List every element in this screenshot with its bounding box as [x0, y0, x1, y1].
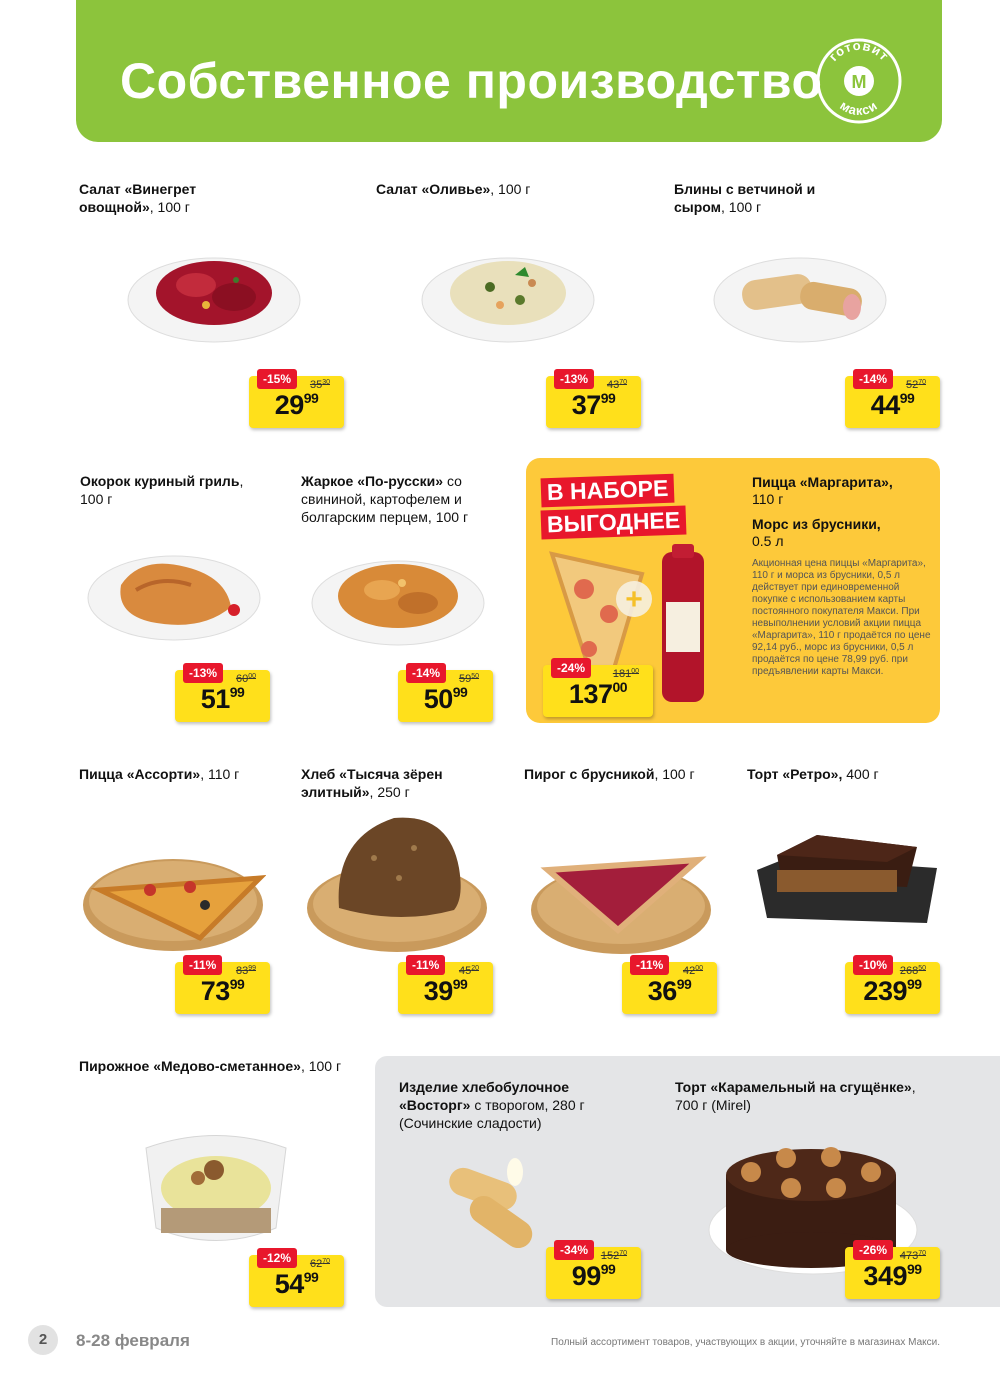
- zharkoe-plate-image: [310, 548, 486, 648]
- old-price: $473^{70}$: [899, 1250, 926, 1262]
- product-name: Торт «Ретро»,: [747, 766, 843, 782]
- product-name: Пирог с брусникой: [524, 766, 655, 782]
- cake-retro-image: [752, 825, 942, 945]
- discount-badge: -24%: [551, 658, 591, 678]
- product-pizza-assorti[interactable]: [79, 765, 259, 783]
- old-price: $59^{50}$: [458, 673, 479, 685]
- discount-badge: -11%: [183, 955, 222, 975]
- product-weight: , 700 г (Mirel): [675, 1079, 916, 1113]
- badge-bottom-text: макси: [837, 97, 881, 119]
- product-name: Окорок куриный гриль: [80, 473, 240, 489]
- product-weight: со свининой, картофелем и болгарским перцем, 100 г: [301, 473, 469, 525]
- new-price: $29^{99}$: [274, 390, 319, 420]
- old-price: $45^{20}$: [458, 965, 479, 977]
- new-price: $37^{99}$: [571, 390, 616, 420]
- product-name: Пицца «Ассорти»: [79, 766, 201, 782]
- discount-badge: -13%: [554, 369, 594, 389]
- discount-badge: -13%: [183, 663, 223, 683]
- product-weight: с творогом, 280 г (Сочинские сладости): [399, 1097, 585, 1131]
- product-weight: 400 г: [842, 766, 879, 782]
- combo-offer-card[interactable]: [526, 458, 940, 723]
- new-price: $99^{99}$: [571, 1261, 616, 1291]
- price-tag: [175, 958, 270, 1014]
- new-price: $137^{00}$: [568, 679, 628, 709]
- product-olivier[interactable]: [376, 180, 576, 198]
- product-weight: , 100 г: [149, 199, 190, 215]
- product-weight: , 110 г: [200, 766, 240, 782]
- new-price: $349^{99}$: [863, 1261, 922, 1291]
- price-tag: [845, 958, 940, 1014]
- product-weight: , 100 г: [80, 473, 244, 507]
- product-name: Блины с ветчиной и сыром: [674, 181, 816, 215]
- price-tag: [398, 958, 493, 1014]
- product-vostorg[interactable]: [399, 1078, 599, 1132]
- product-name: Изделие хлебобулочное «Восторг»: [399, 1079, 570, 1113]
- lingonberry-pie-image: [528, 840, 714, 955]
- product-chicken[interactable]: [80, 472, 260, 508]
- badge-top-text: готовит: [825, 38, 893, 64]
- product-honey-cake[interactable]: [79, 1057, 349, 1075]
- footer-disclaimer: Полный ассортимент товаров, участвующих в акции, уточняйте в магазинах Макси.: [551, 1337, 940, 1348]
- svg-text:готовит: [826, 38, 893, 64]
- new-price: $51^{99}$: [200, 684, 245, 714]
- price-tag: [546, 372, 641, 428]
- price-tag: [398, 666, 493, 722]
- product-pancakes[interactable]: [674, 180, 844, 216]
- olivier-plate-image: [420, 245, 596, 345]
- vinegret-plate-image: [126, 245, 302, 345]
- old-price: $152^{70}$: [600, 1250, 627, 1262]
- product-weight: , 100 г: [300, 1058, 342, 1074]
- product-vinegret[interactable]: [79, 180, 249, 216]
- combo-terms: Акционная цена пиццы «Маргарита», 110 г и морса из брусники, 0,5 л действует при единовременной покупке с использованием карты постоянного покупателя Макси. При невыполнении условий акции пицца «Маргарита», 110 г продаётся по цене 92,14 руб., морс из брусники, 0,5 л продаётся по цене 78,99 руб. при предъявлении карты Макси.: [752, 558, 931, 677]
- discount-badge: -14%: [853, 369, 893, 389]
- promo-dates: 8-28 февраля: [76, 1331, 190, 1350]
- product-zharkoe[interactable]: [301, 472, 501, 526]
- product-weight: , 100 г: [654, 766, 695, 782]
- new-price: $50^{99}$: [423, 684, 468, 714]
- discount-badge: -11%: [630, 955, 669, 975]
- discount-badge: -26%: [853, 1240, 893, 1260]
- combo-price-tag: [543, 661, 653, 717]
- discount-badge: -11%: [406, 955, 445, 975]
- svg-text:макси: [837, 98, 880, 119]
- page-title: Собственное производство: [120, 53, 823, 109]
- discount-badge: -14%: [406, 663, 446, 683]
- discount-badge: -15%: [257, 369, 297, 389]
- header-banner: [76, 0, 942, 142]
- price-tag: [249, 1251, 344, 1307]
- old-price: $181^{00}$: [612, 668, 639, 680]
- price-tag: [845, 1243, 940, 1299]
- maxi-cooks-badge-icon: [816, 38, 902, 124]
- price-tag: [845, 372, 940, 428]
- product-name: Салат «Оливье»: [376, 181, 491, 197]
- old-price: $62^{70}$: [309, 1258, 330, 1270]
- product-caramel-cake[interactable]: [675, 1078, 935, 1114]
- bread-image: [304, 808, 490, 956]
- product-weight: , 250 г: [369, 784, 410, 800]
- new-price: $54^{99}$: [274, 1269, 319, 1299]
- product-name: Хлеб «Тысяча зёрен элитный»: [301, 766, 443, 800]
- plus-icon: +: [625, 583, 643, 616]
- old-price: $60^{00}$: [235, 673, 256, 685]
- pancakes-plate-image: [712, 245, 888, 345]
- old-price: $43^{70}$: [606, 379, 627, 391]
- old-price: $42^{00}$: [682, 965, 703, 977]
- product-bread[interactable]: [301, 765, 491, 801]
- badge-letter: М: [851, 72, 867, 92]
- product-lingonberry-pie[interactable]: [524, 765, 714, 783]
- price-tag: [622, 958, 717, 1014]
- new-price: $239^{99}$: [863, 976, 922, 1006]
- old-price: $52^{70}$: [905, 379, 926, 391]
- price-tag: [249, 372, 344, 428]
- price-tag: [175, 666, 270, 722]
- discount-badge: -10%: [853, 955, 893, 975]
- product-cake-retro[interactable]: [747, 765, 937, 783]
- old-price: $35^{30}$: [309, 379, 330, 391]
- product-name: Салат «Винегрет овощной»: [79, 181, 197, 215]
- combo-description: Пицца «Маргарита», 110 г Морс из брусники, 0.5 л Акционная цена пиццы «Маргарита», 110 г и морса из брусники, 0,5 л действует при единовременной покупке с использованием карты постоянного покупателя Макси. При невыполнении условий акции пицца «Маргарита», 110 г продаётся по цене 92,14 руб., морс из брусники, 0,5 л продаётся по цене 78,99 руб. при предъявлении карты Макси.: [752, 474, 931, 677]
- product-name: Пирожное «Медово-сметанное»: [79, 1058, 301, 1074]
- old-price: $268^{50}$: [899, 965, 926, 977]
- combo-headline: В НАБОРЕ ВЫГОДНЕЕ: [541, 476, 696, 540]
- chicken-plate-image: [86, 540, 262, 645]
- new-price: $73^{99}$: [200, 976, 245, 1006]
- honey-cake-image: [136, 1128, 296, 1253]
- product-name: Жаркое «По-русски»: [301, 473, 444, 489]
- product-name: Торт «Карамельный на сгущёнке»: [675, 1079, 912, 1095]
- vostorg-pastry-image: [440, 1150, 540, 1265]
- discount-badge: -12%: [257, 1248, 297, 1268]
- product-weight: , 100 г: [721, 199, 762, 215]
- new-price: $36^{99}$: [647, 976, 692, 1006]
- new-price: $44^{99}$: [870, 390, 915, 420]
- new-price: $39^{99}$: [423, 976, 468, 1006]
- discount-badge: -34%: [554, 1240, 594, 1260]
- pizza-assorti-image: [80, 835, 266, 955]
- price-tag: [546, 1243, 641, 1299]
- product-weight: , 100 г: [490, 181, 531, 197]
- old-price: $83^{99}$: [235, 965, 256, 977]
- page-number: 2: [28, 1325, 58, 1355]
